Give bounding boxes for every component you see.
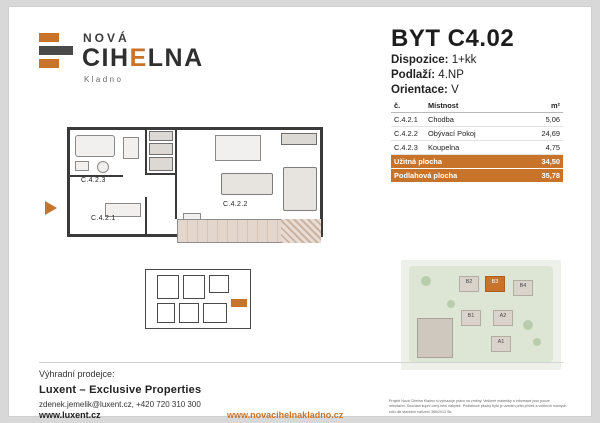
cell-area: 4,75 <box>533 141 563 155</box>
cell-number: C.4.2.2 <box>391 127 425 141</box>
table-total-row <box>391 169 563 183</box>
site-block-b2: B2 <box>459 276 479 292</box>
document-sheet <box>8 6 592 420</box>
floorplan <box>45 117 345 252</box>
cell-total-label: Užitná plocha <box>391 155 533 169</box>
keyplan-highlight <box>231 299 247 307</box>
seller-company-name: Luxent – Exclusive Properties <box>39 384 202 396</box>
room-label-hall: C.4.2.1 <box>91 215 116 222</box>
cell-number: C.4.2.3 <box>391 141 425 155</box>
logo-main-line: CIHELNA <box>82 44 204 72</box>
cell-room: Obývací Pokoj <box>425 127 533 141</box>
room-area-table <box>391 99 563 183</box>
table-total-row <box>391 155 563 169</box>
meta-orientace <box>391 84 459 96</box>
site-block-a1: A1 <box>491 336 511 352</box>
th-room: Místnost <box>425 99 533 113</box>
entrance-arrow-icon <box>45 201 57 215</box>
project-website-link[interactable]: www.novacihelnakladno.cz <box>227 410 344 420</box>
th-area: m² <box>533 99 563 113</box>
table-row <box>391 141 563 155</box>
logo-top-line: NOVÁ <box>83 31 130 45</box>
table-header-row <box>391 99 563 113</box>
site-map <box>401 260 561 370</box>
tree-icon <box>421 276 431 286</box>
site-block-a2: A2 <box>493 310 513 326</box>
legal-disclaimer: Projekt Nová Cihelna Kladno si vyhrazuje právo na změny. Veškeré materiály a informace jsou pouze orientační. Součástí kupní ceny není nábytek. Podlahové plochy bytu je uveden práh příček a vnitřních nosných zdin dle stavební nařízení 366/2013 Sb. <box>389 399 567 414</box>
seller-contact: zdenek.jemelik@luxent.cz, +420 720 310 300 <box>39 400 201 409</box>
cell-area: 5,06 <box>533 113 563 127</box>
cell-total-area: 35,78 <box>533 169 563 183</box>
meta-podlazi-label: Podlaží: <box>391 69 436 81</box>
room-label-living: C.4.2.2 <box>223 201 248 208</box>
meta-dispozice-value: 1+kk <box>451 54 477 66</box>
cell-room: Chodba <box>425 113 533 127</box>
meta-orientace-value: V <box>451 84 459 96</box>
cell-area: 24,69 <box>533 127 563 141</box>
meta-dispozice <box>391 54 476 66</box>
site-block-b3-selected: B3 <box>485 276 505 292</box>
meta-orientace-label: Orientace: <box>391 84 448 96</box>
th-number: č. <box>391 99 425 113</box>
site-existing-building <box>417 318 453 358</box>
meta-dispozice-label: Dispozice: <box>391 54 449 66</box>
page-title: BYT C4.02 <box>391 25 515 52</box>
tree-icon <box>523 320 533 330</box>
site-block-b1: B1 <box>461 310 481 326</box>
table-row <box>391 113 563 127</box>
table-body <box>391 113 563 183</box>
logo-mark-icon <box>39 33 73 73</box>
table-row <box>391 127 563 141</box>
logo-sub-line: Kladno <box>84 75 124 84</box>
exclusive-seller-label: Výhradní prodejce: <box>39 369 115 379</box>
meta-podlazi <box>391 69 464 81</box>
tree-icon <box>447 300 455 308</box>
cell-number: C.4.2.1 <box>391 113 425 127</box>
seller-website-link[interactable]: www.luxent.cz <box>39 410 101 420</box>
meta-podlazi-value: 4.NP <box>438 69 464 81</box>
room-label-bathroom: C.4.2.3 <box>81 177 106 184</box>
tree-icon <box>533 338 541 346</box>
footer-divider <box>39 362 563 363</box>
site-block-b4: B4 <box>513 280 533 296</box>
cell-total-area: 34,50 <box>533 155 563 169</box>
cell-room: Koupelna <box>425 141 533 155</box>
brand-logo <box>39 29 229 89</box>
floor-key-plan <box>139 269 259 339</box>
cell-total-label: Podlahová plocha <box>391 169 533 183</box>
